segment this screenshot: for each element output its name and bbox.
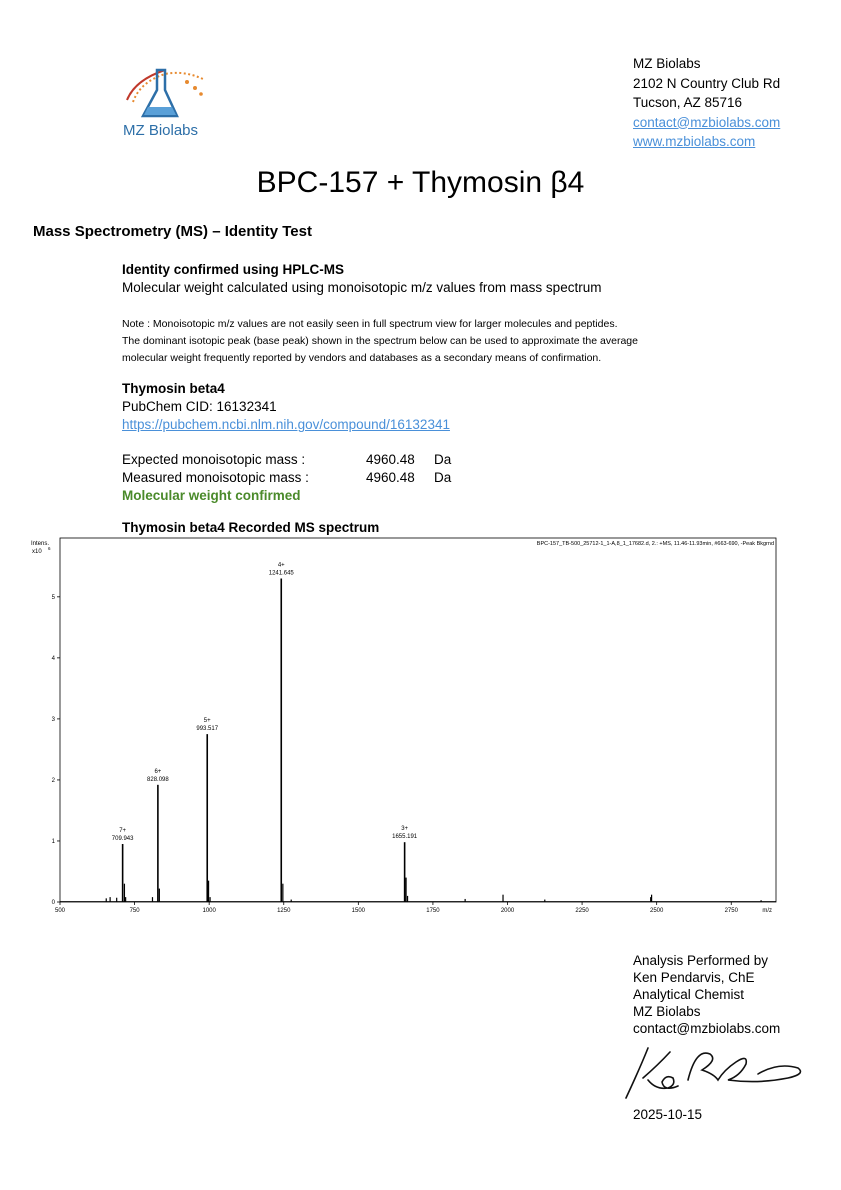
y-axis-unit: x10 bbox=[32, 549, 42, 555]
y-axis-exponent: 6 bbox=[48, 546, 51, 551]
peak-mz-label: 993.517 bbox=[196, 726, 219, 733]
analyst-line-4: MZ Biolabs bbox=[633, 1004, 701, 1019]
measured-mass-label: Measured monoisotopic mass : bbox=[122, 470, 309, 485]
peak-mz-label: 828.098 bbox=[147, 776, 169, 783]
x-tick-label: 1750 bbox=[426, 908, 440, 914]
confirmation-text: Molecular weight confirmed bbox=[122, 488, 301, 503]
x-axis-label: m/z bbox=[762, 908, 772, 914]
x-tick-label: 2500 bbox=[649, 908, 664, 914]
expected-mass-unit: Da bbox=[434, 452, 452, 467]
logo-text: MZ Biolabs bbox=[123, 122, 199, 139]
note-line-2: The dominant isotopic peak (base peak) shown in the spectrum below can be used to approximate the average bbox=[122, 335, 638, 347]
analyst-line-3: Analytical Chemist bbox=[633, 987, 745, 1002]
analyst-block bbox=[633, 952, 780, 1037]
y-tick-label: 0 bbox=[51, 900, 55, 906]
identity-block bbox=[122, 261, 601, 297]
signature bbox=[618, 1040, 808, 1105]
y-axis-label: Intens. bbox=[31, 541, 50, 547]
x-tick-label: 2250 bbox=[575, 908, 589, 914]
spectrum-header: BPC-157_TB-500_25712-1_1-A,8_1_17682.d, 2.: +MS, 11.46-11.93min, #663-690, -Peak Bkgrnd bbox=[536, 541, 774, 547]
x-tick-label: 1000 bbox=[202, 908, 216, 914]
section-heading: Mass Spectrometry (MS) – Identity Test bbox=[33, 223, 312, 240]
x-tick-label: 750 bbox=[129, 908, 140, 914]
note-line-1: Note : Monoisotopic m/z values are not easily seen in full spectrum view for larger molecules and peptides. bbox=[122, 318, 618, 330]
x-tick-label: 1500 bbox=[351, 908, 366, 914]
y-tick-label: 5 bbox=[51, 594, 55, 601]
peak-charge-label: 5+ bbox=[203, 718, 211, 725]
logo-arc-red bbox=[127, 70, 165, 100]
company-website-link[interactable]: www.mzbiolabs.com bbox=[633, 134, 756, 149]
y-tick-label: 2 bbox=[51, 777, 55, 784]
spectrum-title: Thymosin beta4 Recorded MS spectrum bbox=[122, 520, 380, 535]
compound-block bbox=[122, 380, 450, 434]
peak-mz-label: 1655.191 bbox=[392, 834, 418, 841]
x-tick-label: 2750 bbox=[724, 908, 738, 914]
expected-mass-value: 4960.48 bbox=[366, 452, 415, 467]
measured-mass-unit: Da bbox=[434, 470, 452, 485]
note-line-3: molecular weight frequently reported by vendors and databases as a secondary means of confirmation. bbox=[122, 352, 602, 364]
peak-charge-label: 4+ bbox=[277, 562, 285, 569]
peak-charge-label: 7+ bbox=[119, 828, 127, 835]
x-tick-label: 1250 bbox=[277, 908, 291, 914]
expected-mass-row bbox=[122, 451, 451, 469]
analyst-line-5: contact@mzbiolabs.com bbox=[633, 1021, 781, 1036]
expected-mass-label: Expected monoisotopic mass : bbox=[122, 452, 306, 467]
report-date: 2025-10-15 bbox=[633, 1107, 703, 1122]
analyst-line-1: Analysis Performed by bbox=[633, 953, 769, 968]
company-address bbox=[633, 54, 780, 152]
address-line-1: 2102 N Country Club Rd bbox=[633, 75, 781, 91]
plot-frame bbox=[60, 538, 776, 902]
pubchem-link[interactable]: https://pubchem.ncbi.nlm.nih.gov/compound/16132341 bbox=[122, 417, 450, 432]
note-block bbox=[122, 316, 638, 367]
identity-subline: Molecular weight calculated using monoisotopic m/z values from mass spectrum bbox=[122, 280, 602, 295]
measured-mass-value: 4960.48 bbox=[366, 470, 415, 485]
y-tick-label: 1 bbox=[51, 838, 55, 845]
company-email-link[interactable]: contact@mzbiolabs.com bbox=[633, 114, 781, 130]
peak-mz-label: 709.943 bbox=[111, 836, 134, 843]
peak-mz-label: 1241.645 bbox=[268, 570, 294, 577]
x-tick-label: 500 bbox=[54, 908, 66, 914]
pubchem-cid: PubChem CID: 16132341 bbox=[122, 399, 277, 414]
x-tick-label: 2000 bbox=[500, 908, 515, 914]
y-tick-label: 4 bbox=[51, 655, 55, 662]
y-tick-label: 3 bbox=[51, 716, 55, 723]
flask-liquid bbox=[144, 107, 176, 115]
mass-block bbox=[122, 451, 451, 505]
measured-mass-row bbox=[122, 469, 451, 487]
compound-name: Thymosin beta4 bbox=[122, 381, 225, 396]
company-name: MZ Biolabs bbox=[633, 56, 701, 71]
identity-headline: Identity confirmed using HPLC-MS bbox=[122, 262, 345, 277]
ms-spectrum-chart bbox=[28, 536, 784, 918]
address-line-2: Tucson, AZ 85716 bbox=[633, 95, 743, 110]
peak-charge-label: 6+ bbox=[154, 768, 162, 775]
analyst-line-2: Ken Pendarvis, ChE bbox=[633, 970, 755, 985]
peak-charge-label: 3+ bbox=[401, 826, 409, 833]
page-title: BPC-157 + Thymosin β4 bbox=[256, 166, 585, 199]
